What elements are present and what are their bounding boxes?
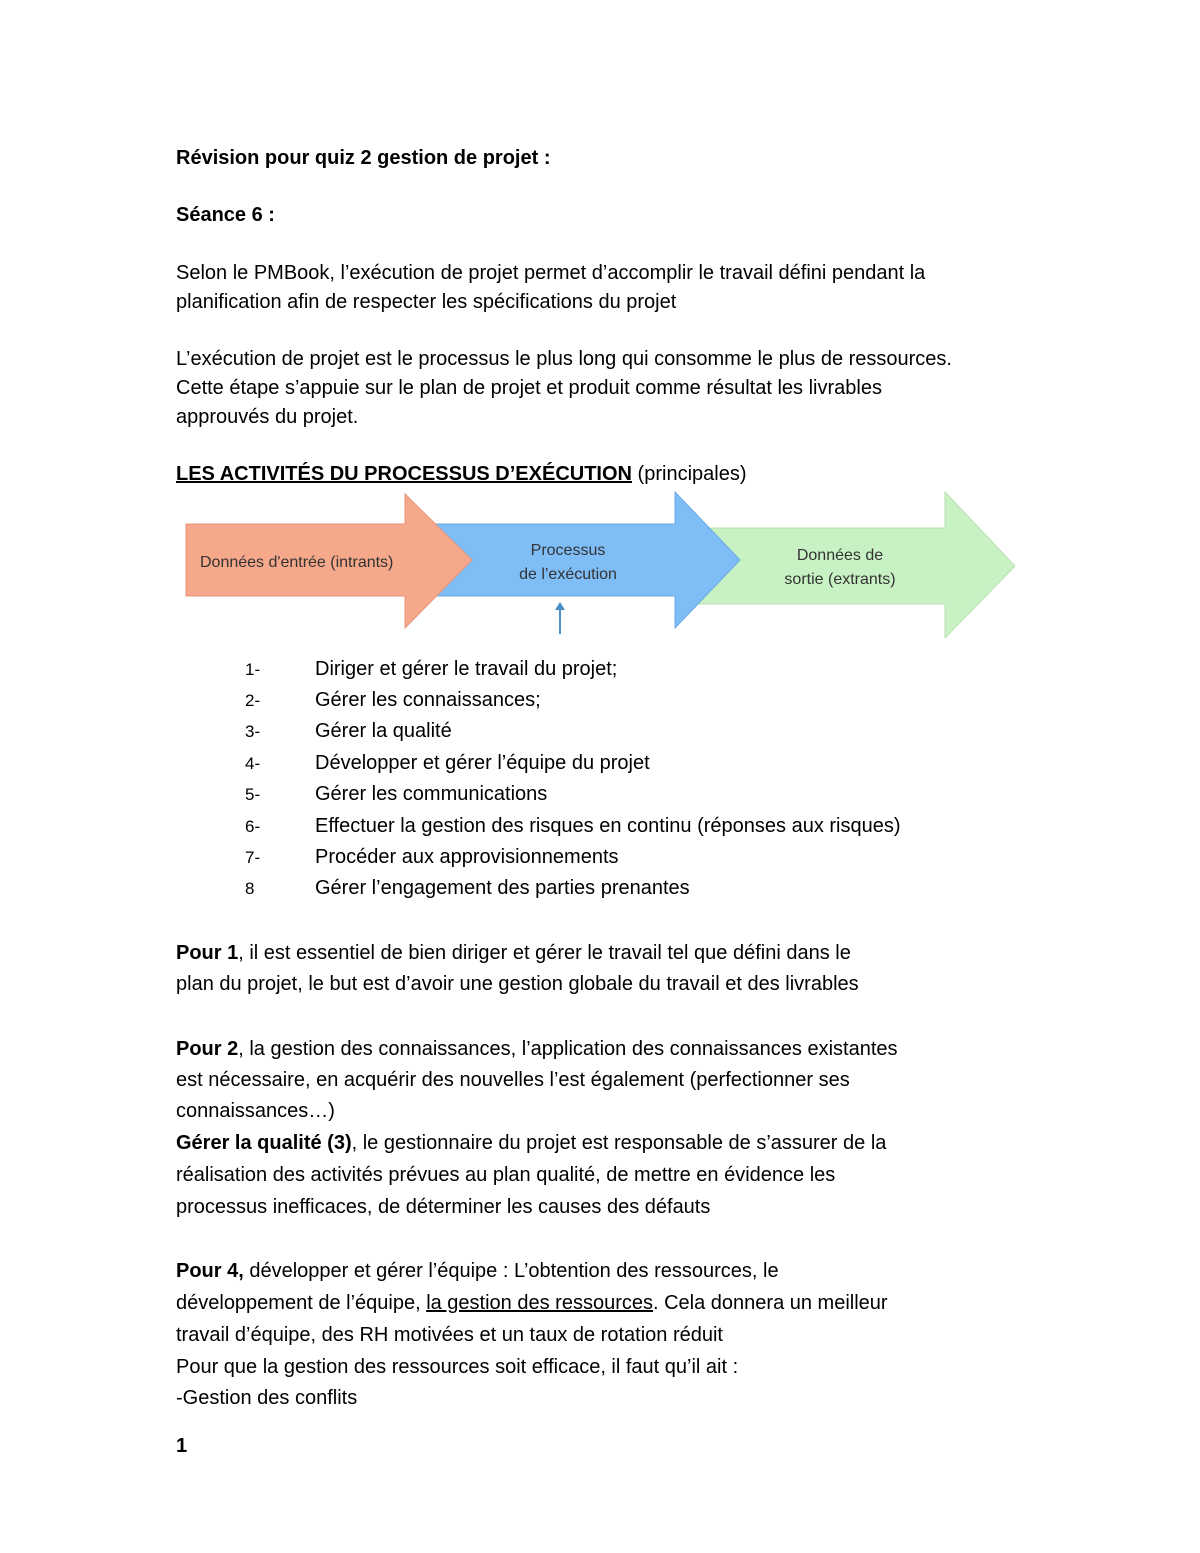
activity-number: 1- <box>245 660 261 679</box>
session-heading: Séance 6 : <box>176 204 275 226</box>
activity-number: 5- <box>245 785 261 804</box>
pour-4-line-2 <box>176 1291 888 1315</box>
pour-4-text: développer et gérer l’équipe : L’obtention des ressources, le <box>243 1260 779 1282</box>
activity-item: Gérer les communications <box>315 783 548 805</box>
pour-4-line-5: -Gestion des conflits <box>176 1387 358 1409</box>
pour-2-line-1 <box>176 1037 898 1061</box>
output-label-1: Données de <box>796 547 884 564</box>
activity-item: Gérer les connaissances; <box>315 689 541 711</box>
activity-number: 6- <box>245 817 261 836</box>
pour-4-line-1 <box>176 1259 779 1283</box>
activity-number: 7- <box>245 848 261 867</box>
paragraph-1-line-2: planification afin de respecter les spécifications du projet <box>176 291 677 313</box>
qualite-line-3: processus inefficaces, de déterminer les causes des défauts <box>176 1196 711 1218</box>
process-arrow <box>435 492 740 628</box>
page-number: 1 <box>176 1435 188 1457</box>
resource-management-underlined: la gestion des ressources <box>426 1292 653 1314</box>
qualite-label: Gérer la qualité (3) <box>176 1132 352 1154</box>
activity-item: Procéder aux approvisionnements <box>315 846 619 868</box>
activity-item: Gérer la qualité <box>315 720 452 742</box>
pour-2-line-3: connaissances…) <box>176 1100 335 1122</box>
paragraph-2-line-2: Cette étape s’appuie sur le plan de projet et produit comme résultat les livrables <box>176 377 882 399</box>
pour-4-line-2-end: . Cela donnera un meilleur <box>652 1292 888 1314</box>
process-label-2: de l’exécution <box>519 566 617 583</box>
qualite-text: , le gestionnaire du projet est responsable de s’assurer de la <box>351 1132 887 1154</box>
activity-number: 4- <box>245 754 261 773</box>
pour-4-line-4: Pour que la gestion des ressources soit efficace, il faut qu’il ait : <box>176 1356 739 1378</box>
execution-process-diagram <box>180 488 1020 638</box>
pour-2-line-2: est nécessaire, en acquérir des nouvelles l’est également (perfectionner ses <box>176 1069 850 1091</box>
pour-2-text: , la gestion des connaissances, l’application des connaissances existantes <box>238 1038 898 1060</box>
paragraph-1-line-1: Selon le PMBook, l’exécution de projet permet d’accomplir le travail défini pendant la <box>176 262 926 284</box>
pour-4-label: Pour 4, <box>176 1260 244 1282</box>
activity-number: 2- <box>245 691 261 710</box>
output-label-2: sortie (extrants) <box>784 571 896 588</box>
document-title: Révision pour quiz 2 gestion de projet : <box>176 147 551 169</box>
pour-4-line-3: travail d’équipe, des RH motivées et un taux de rotation réduit <box>176 1324 723 1346</box>
qualite-line-1 <box>176 1131 886 1155</box>
activity-item: Effectuer la gestion des risques en continu (réponses aux risques) <box>315 815 901 837</box>
activity-number: 3- <box>245 722 261 741</box>
pour-2-label: Pour 2 <box>176 1038 239 1060</box>
pour-4-line-2-start: développement de l’équipe, <box>176 1292 427 1314</box>
paragraph-2-line-1: L’exécution de projet est le processus le plus long qui consomme le plus de ressources. <box>176 348 952 370</box>
activities-heading-suffix: (principales) <box>632 463 747 485</box>
pour-1-label: Pour 1 <box>176 942 239 964</box>
activity-number: 8 <box>245 879 255 898</box>
activity-item: Diriger et gérer le travail du projet; <box>315 658 618 680</box>
pour-1-line-1 <box>176 941 851 965</box>
input-label: Données d'entrée (intrants) <box>200 554 394 571</box>
paragraph-2-line-3: approuvés du projet. <box>176 406 359 428</box>
activities-heading-title: LES ACTIVITÉS DU PROCESSUS D’EXÉCUTION <box>176 463 632 485</box>
pour-1-text: , il est essentiel de bien diriger et gérer le travail tel que défini dans le <box>238 942 851 964</box>
qualite-line-2: réalisation des activités prévues au plan qualité, de mettre en évidence les <box>176 1164 836 1186</box>
activity-item: Développer et gérer l’équipe du projet <box>315 752 650 774</box>
activity-item: Gérer l’engagement des parties prenantes <box>315 877 690 899</box>
activities-heading <box>176 462 746 486</box>
pour-1-line-2: plan du projet, le but est d’avoir une gestion globale du travail et des livrables <box>176 973 859 995</box>
process-label-1: Processus <box>530 542 606 559</box>
